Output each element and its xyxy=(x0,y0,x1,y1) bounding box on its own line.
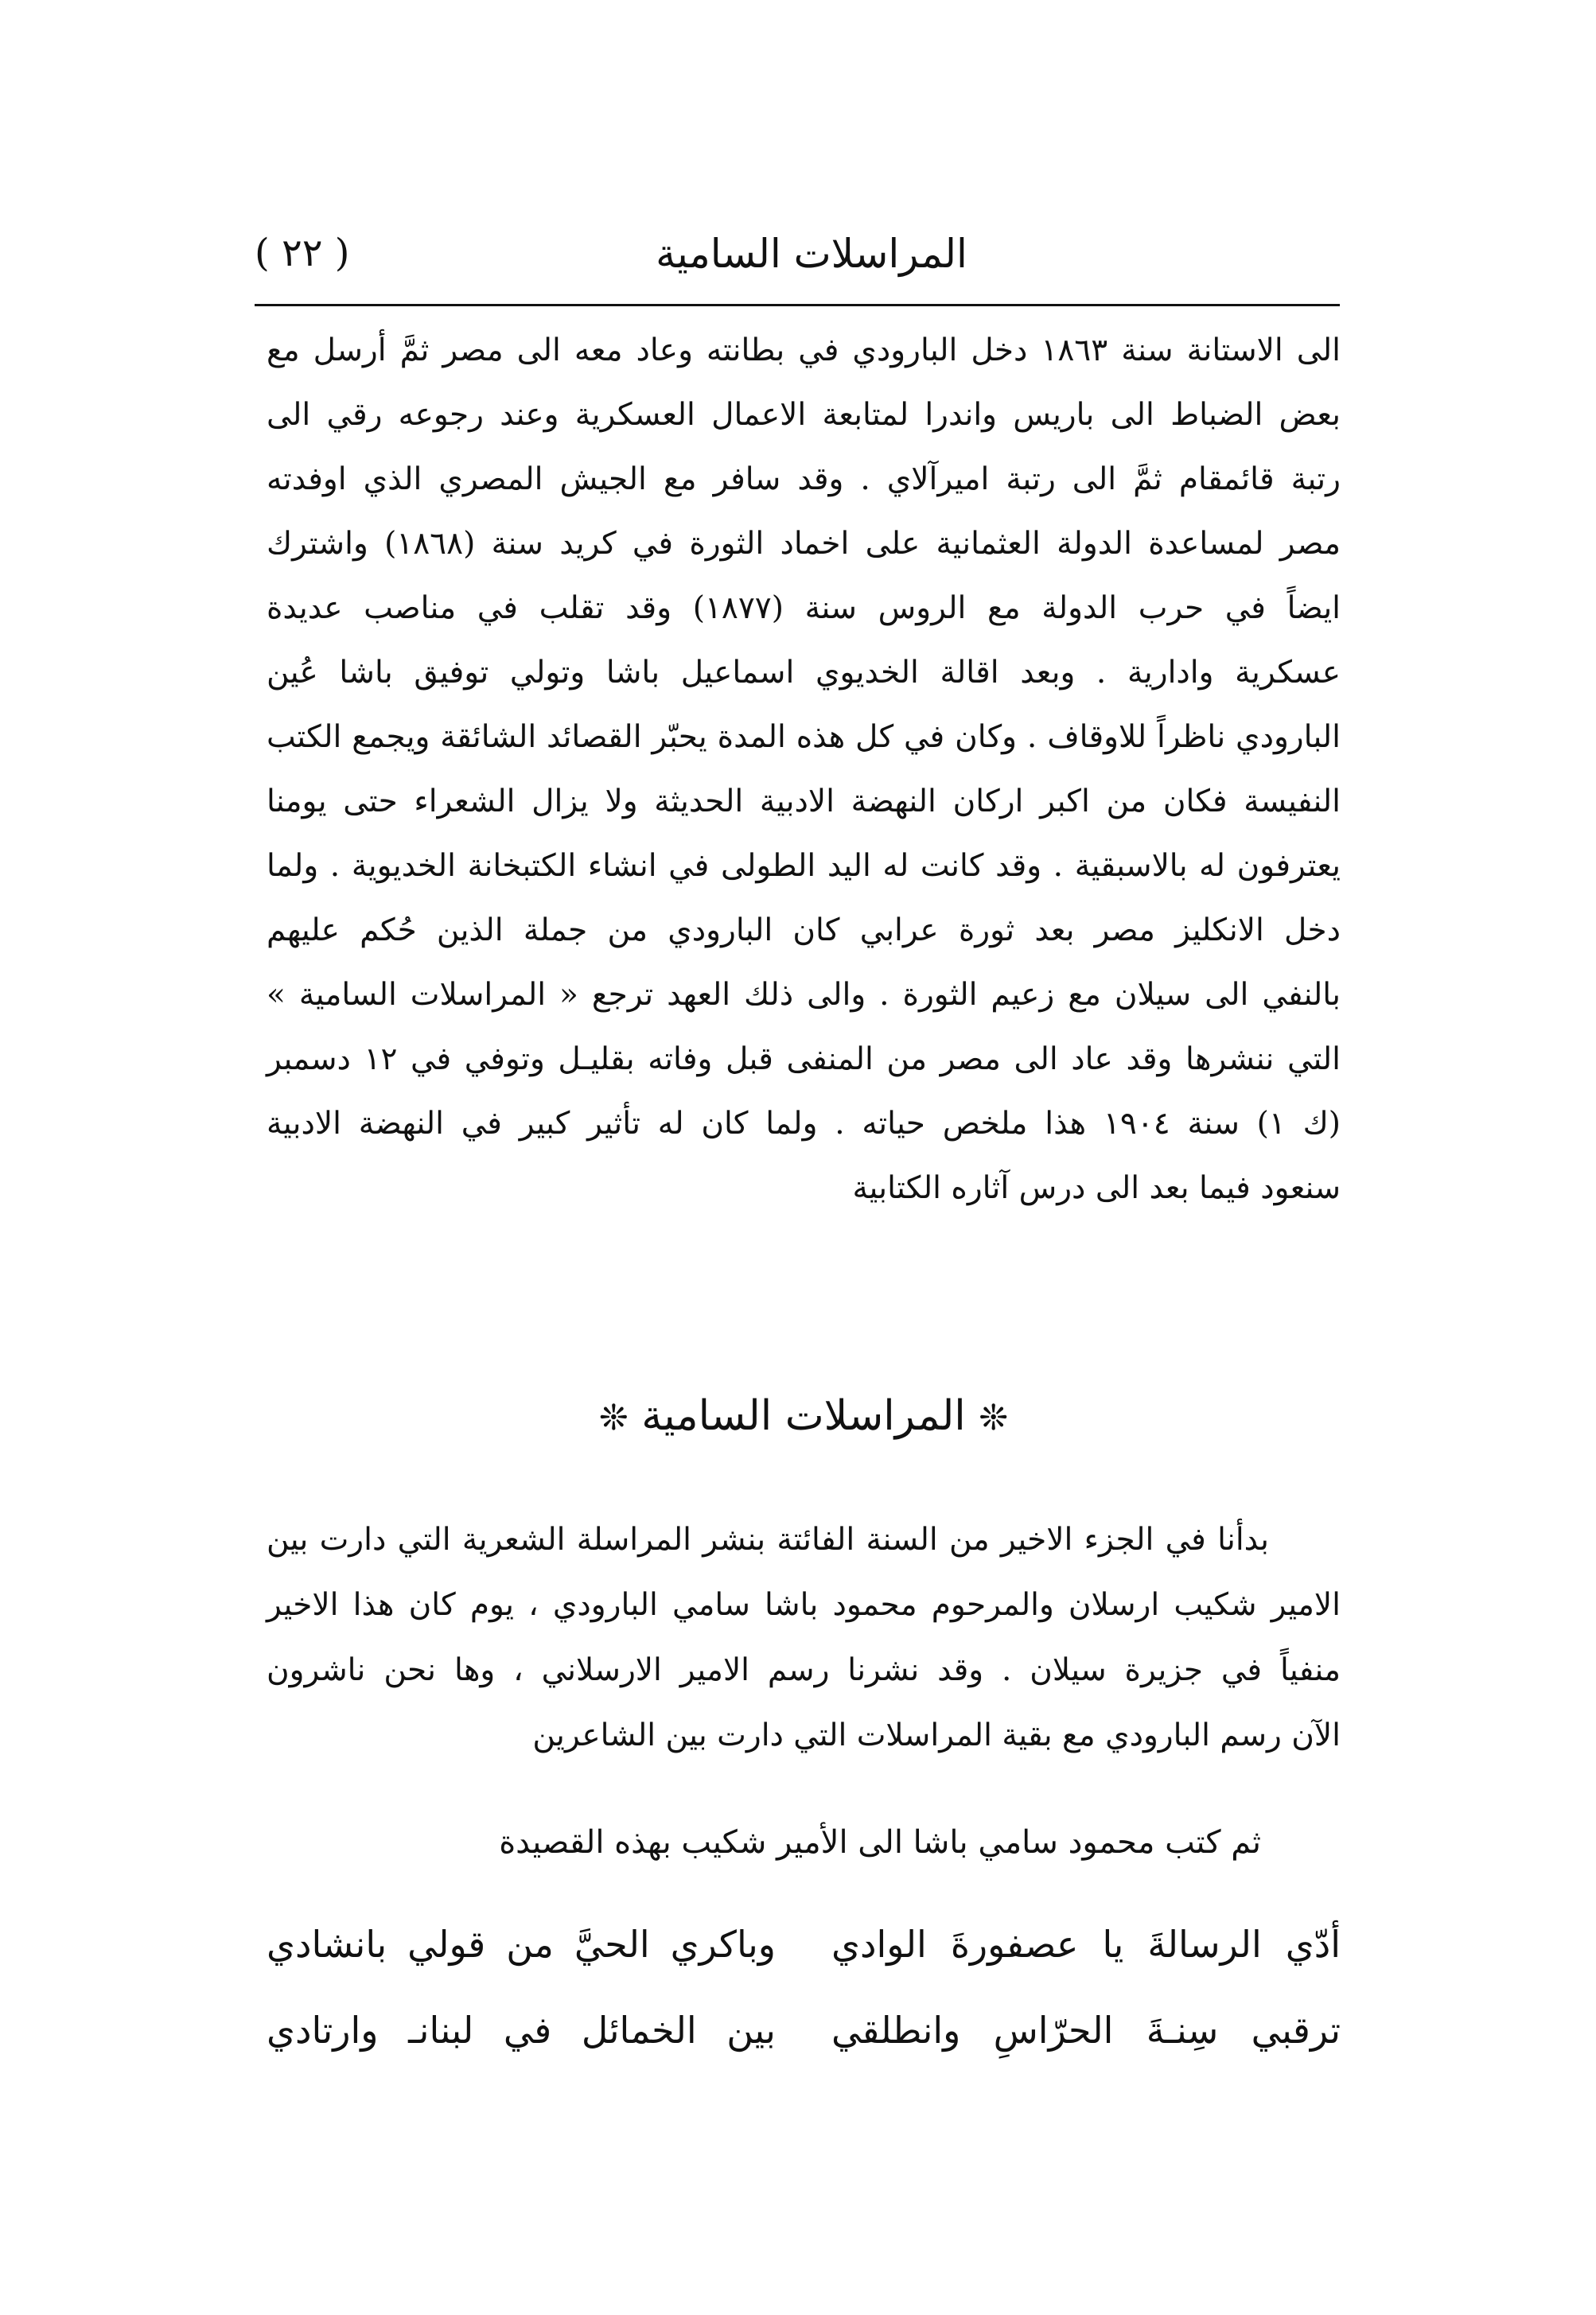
running-title: المراسلات السامية xyxy=(656,231,967,277)
ornament-icon: ❊ xyxy=(979,1398,1009,1438)
text-line: رتبة قائمقام ثمَّ الى رتبة اميرآلاي . وقد سافر مع الجيش المصري الذي اوفدته xyxy=(267,461,1341,497)
text-line: ايضاً في حرب الدولة مع الروس سنة (١٨٧٧) وقد تقلب في مناصب عديدة xyxy=(267,590,1341,626)
page-header xyxy=(255,231,1340,302)
text-line: الآن رسم البارودي مع بقية المراسلات التي دارت بين الشاعرين xyxy=(532,1718,1341,1753)
verse-first-hemistich: ترقبي سِنـةَ الحرّاسِ وانطلقي xyxy=(831,2009,1341,2052)
text-line: التي ننشرها وقد عاد الى مصر من المنفى قبل وفاته بقليـل وتوفي في ١٢ دسمبر xyxy=(267,1041,1341,1077)
text-line: النفيسة فكان من اكبر اركان النهضة الادبية الحديثة ولا يزال الشعراء حتى يومنا xyxy=(267,784,1341,819)
verse-second-hemistich: بين الخمائل في لبنانـ وارتادي xyxy=(267,2009,776,2052)
verse-second-hemistich: وباكري الحيَّ من قولي بانشادي xyxy=(267,1923,776,1966)
poem-introduction: ثم كتب محمود سامي باشا الى الأمير شكيب بهذه القصيدة xyxy=(499,1824,1261,1861)
section-heading-text: المراسلات السامية xyxy=(641,1392,966,1440)
page-number: ( ٢٢ ) xyxy=(255,231,350,275)
ornament-icon: ❊ xyxy=(598,1398,629,1438)
text-line: عسكرية وادارية . وبعد اقالة الخديوي اسماعيل باشا وتولي توفيق باشا عُين xyxy=(267,655,1341,691)
poem xyxy=(267,1901,1341,2073)
verse-first-hemistich: أدّي الرسالةَ يا عصفورةَ الوادي xyxy=(831,1923,1341,1966)
poem-verse xyxy=(267,1901,1341,1987)
text-line: منفياً في جزيرة سيلان . وقد نشرنا رسم الامير الارسلاني ، وها نحن ناشرون xyxy=(267,1652,1341,1688)
intro-paragraph xyxy=(267,1508,1341,1768)
poem-verse xyxy=(267,1987,1341,2073)
text-line: سنعود فيما بعد الى درس آثاره الكتابية xyxy=(852,1170,1341,1206)
text-line: الى الاستانة سنة ١٨٦٣ دخل البارودي في بطانته وعاد معه الى مصر ثمَّ أرسل مع xyxy=(267,333,1341,368)
text-line: الامير شكيب ارسلان والمرحوم محمود باشا سامي البارودي ، يوم كان هذا الاخير xyxy=(267,1587,1341,1623)
text-line: مصر لمساعدة الدولة العثمانية على اخماد الثورة في كريد سنة (١٨٦٨) واشترك xyxy=(267,526,1341,562)
text-line: البارودي ناظراً للاوقاف . وكان في كل هذه المدة يحبّر القصائد الشائقة ويجمع الكتب xyxy=(267,719,1341,755)
text-line: يعترفون له بالاسبقية . وقد كانت له اليد الطولى في انشاء الكتبخانة الخديوية . ولما xyxy=(267,848,1341,884)
text-line: (ك ١) سنة ١٩٠٤ هذا ملخص حياته . ولما كان له تأثير كبير في النهضة الادبية xyxy=(267,1106,1341,1142)
text-line: دخل الانكليز مصر بعد ثورة عرابي كان البارودي من جملة الذين حُكم عليهم xyxy=(267,912,1341,948)
text-line: بالنفي الى سيلان مع زعيم الثورة . والى ذلك العهد ترجع « المراسلات السامية » xyxy=(267,977,1341,1013)
biography-paragraph xyxy=(267,318,1341,1220)
text-line: بدأنا في الجزء الاخير من السنة الفائتة بنشر المراسلة الشعرية التي دارت بين xyxy=(267,1522,1269,1558)
header-rule xyxy=(255,304,1340,306)
section-heading xyxy=(267,1380,1341,1454)
text-line: بعض الضباط الى باريس واندرا لمتابعة الاعمال العسكرية وعند رجوعه رقي الى xyxy=(267,397,1341,433)
